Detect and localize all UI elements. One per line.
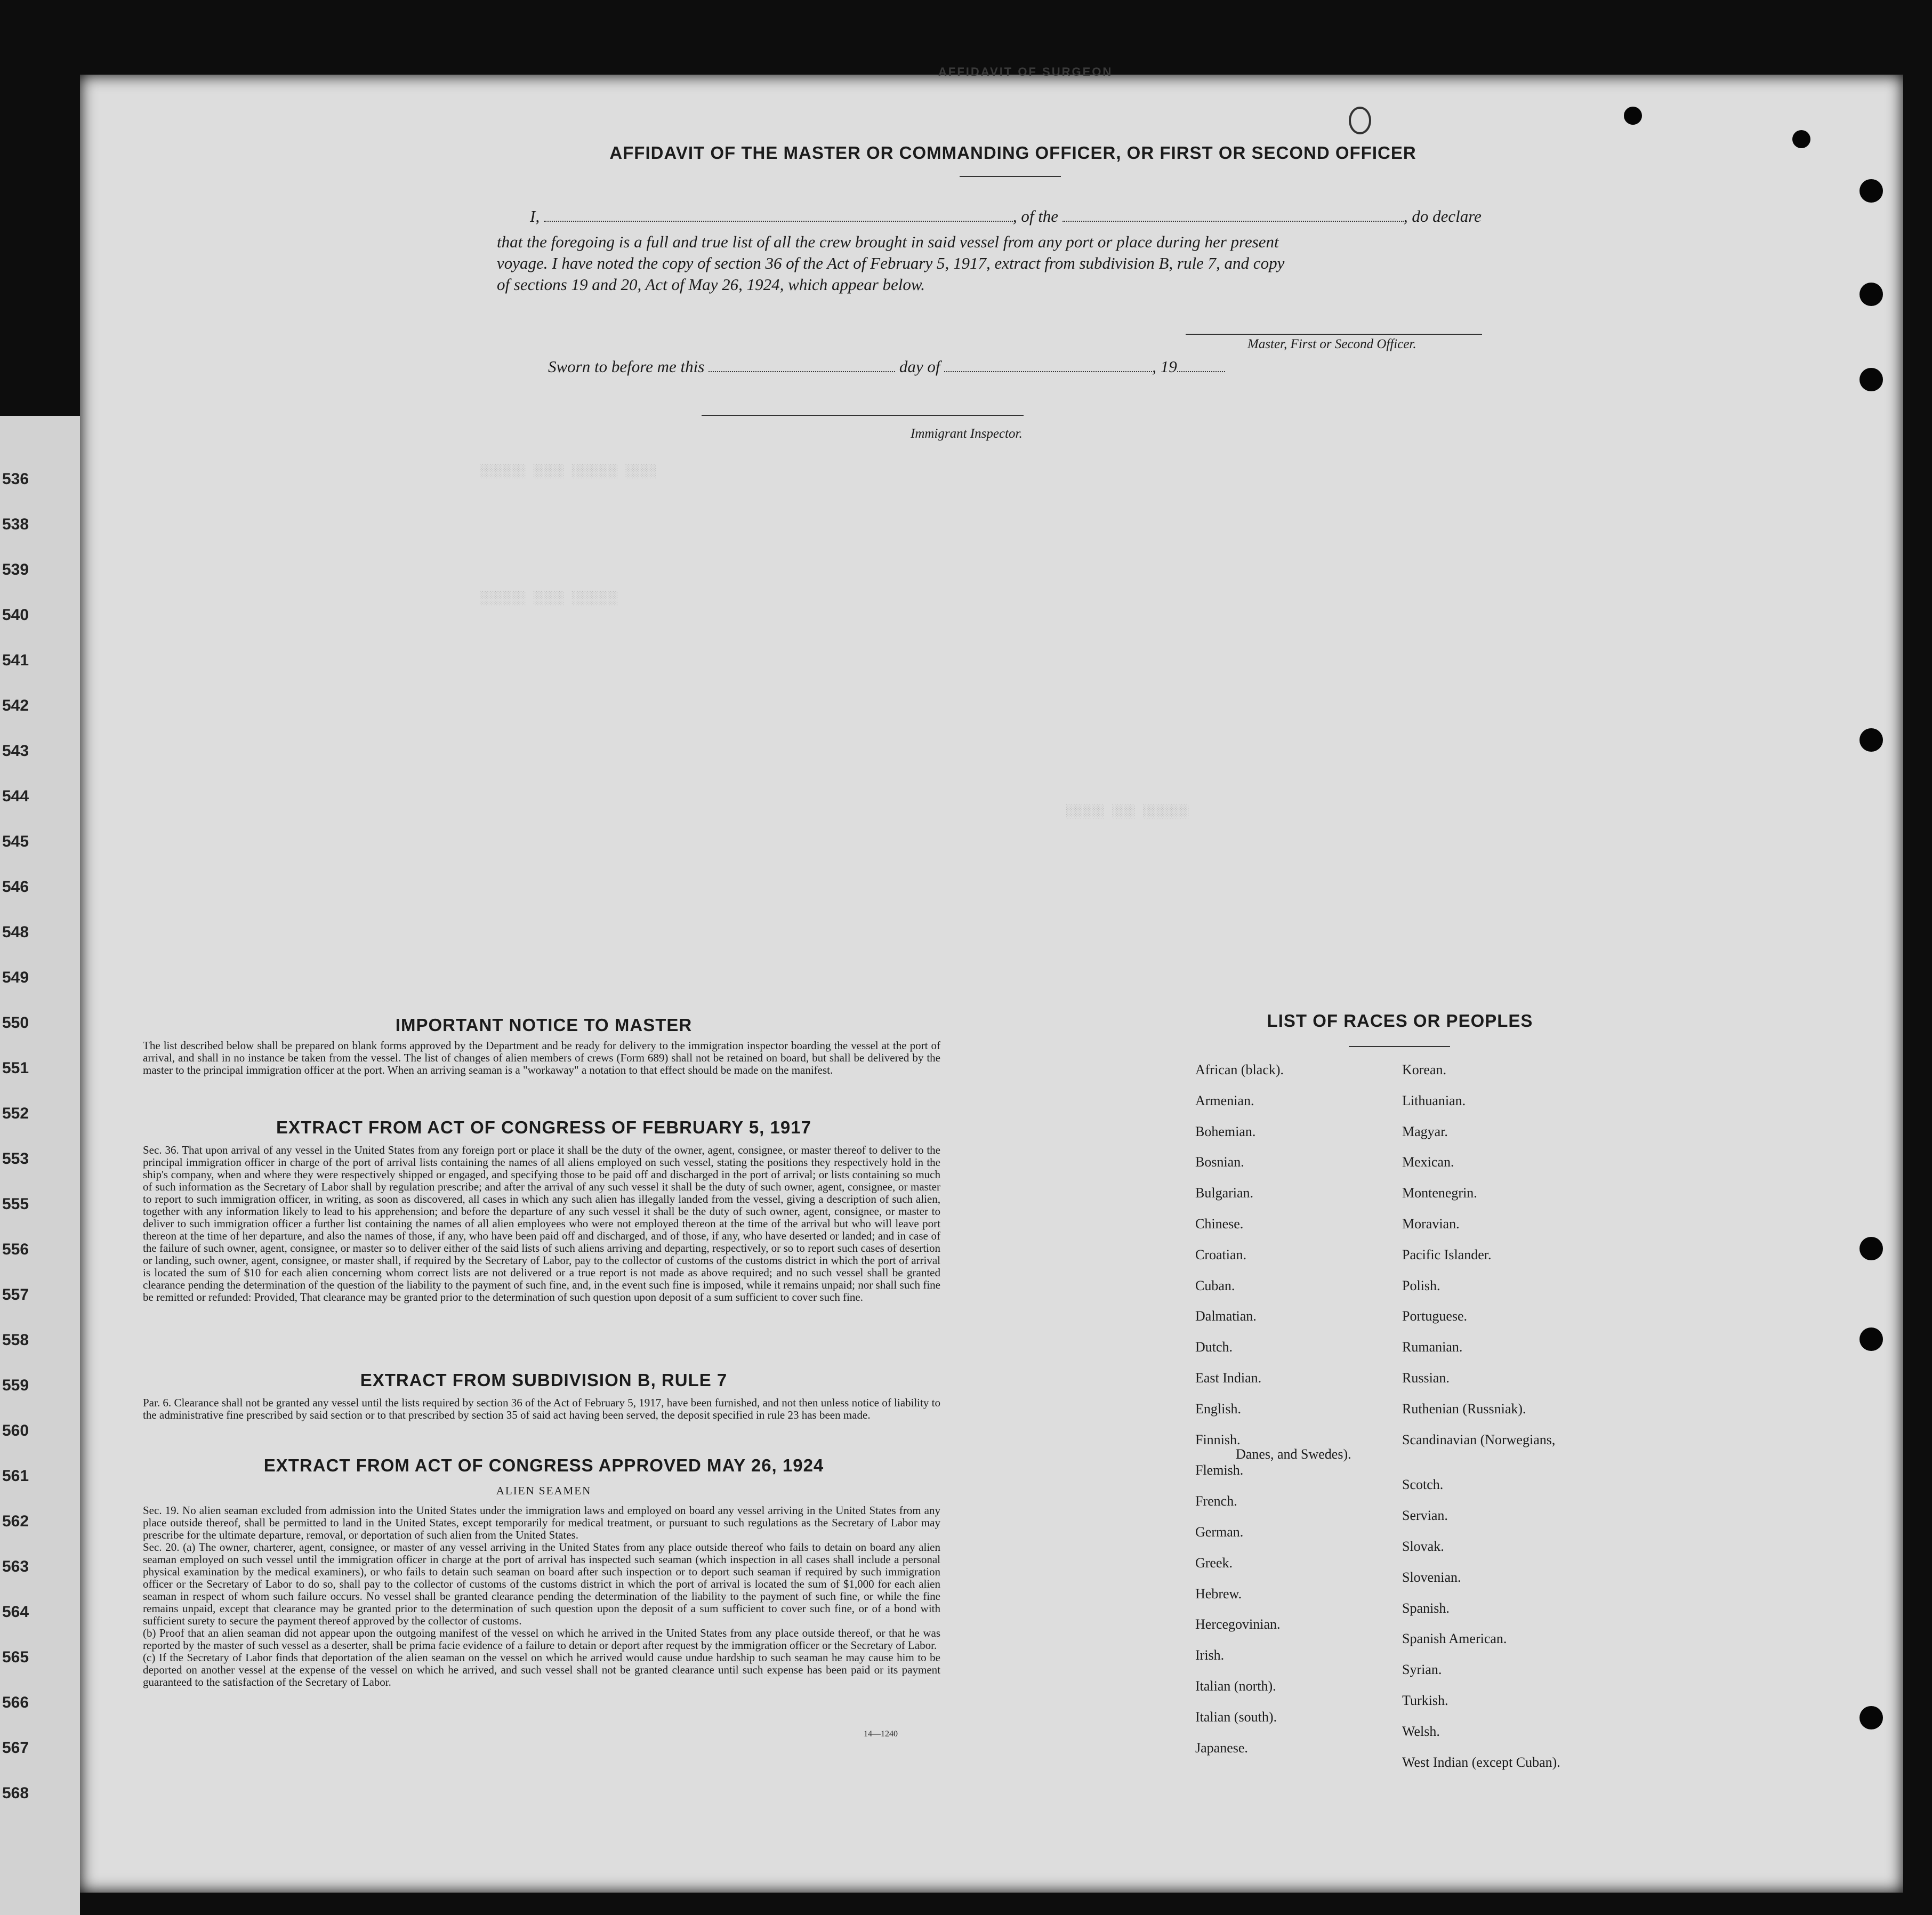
affidavit-body-line-1: that the foregoing is a full and true list of all the crew brought in said vessel from any port or place during her present [497, 232, 1279, 251]
race-item: Magyar. [1402, 1123, 1448, 1139]
race-item: Syrian. [1402, 1662, 1442, 1678]
race-item: English. [1195, 1401, 1241, 1417]
race-item: Rumanian. [1402, 1339, 1463, 1355]
race-item: Lithuanian. [1402, 1092, 1466, 1108]
race-item: Spanish American. [1402, 1631, 1507, 1647]
strip-line-number: 552 [2, 1105, 29, 1122]
act-1917-title: EXTRACT FROM ACT OF CONGRESS OF FEBRUARY 5, 1917 [276, 1117, 811, 1137]
strip-line-number: 559 [2, 1377, 29, 1394]
strip-line-number: 551 [2, 1059, 29, 1077]
sec-20b-text: (b) Proof that an alien seaman did not appear upon the outgoing manifest of the vessel on which he arrived in the United States from any place outside thereof, or that he was reported by the master of such vessel as a deserter, shall be prima facie evidence of a failure to detain or deport after request by the immigration officer or the Secretary of Labor. [143, 1627, 940, 1652]
strip-line-number: 564 [2, 1603, 29, 1621]
strip-line-number: 561 [2, 1467, 29, 1485]
sec-20a-text: Sec. 20. (a) The owner, charterer, agent, consignee, or master of any vessel arriving in the United States from any place outside thereof who fails to detain on board any alien seaman employed on such vessel until the immigration officer in charge at the port of arrival has inspected such seaman (which inspection in all cases shall include a personal physical examination by the medical examiners), or who fails to detain such seaman on board after such inspection or to deport such seaman if required by such immigration officer or the Secretary of Labor to do so, shall pay to the collector of customs of the customs district in which the port of arrival is located the sum of $1,000 for each alien seaman in respect of whom such failure occurs. No vessel shall be granted clearance pending the determination of the liability to the payment of such fine, or while the fine remains unpaid, except that clearance may be granted prior to the determination of such question upon the deposit of a sum sufficient to cover such fine, or of a bond with sufficient surety to secure the payment thereof approved by the collector of customs. [143, 1541, 940, 1627]
vessel-name-field[interactable] [1062, 210, 1404, 222]
race-item: Italian (north). [1195, 1678, 1276, 1694]
rule-7-text: Par. 6. Clearance shall not be granted any vessel until the lists required by section 36 of the Act of February 5, 1917, have been furnished, and not then unless notice of liability to the administrative fine prescribed by said section or to that prescribed by section 35 of said act having been served, the deposit specified in rule 23 has been made. [143, 1396, 940, 1421]
race-item: African (black). [1195, 1062, 1284, 1077]
strip-line-number: 540 [2, 606, 29, 624]
strip-line-number: 539 [2, 561, 29, 578]
strip-line-number: 556 [2, 1241, 29, 1258]
inspector-signature-label: Immigrant Inspector. [911, 427, 1023, 441]
strip-line-number: 568 [2, 1784, 29, 1802]
race-item: Dalmatian. [1195, 1308, 1257, 1324]
strip-line-number: 544 [2, 787, 29, 805]
race-item: Slovak. [1402, 1539, 1444, 1554]
strip-line-number: 562 [2, 1512, 29, 1530]
race-item: Croatian. [1195, 1246, 1247, 1262]
race-item: Servian. [1402, 1508, 1448, 1524]
strip-line-number: 541 [2, 651, 29, 669]
race-item: Bosnian. [1195, 1154, 1244, 1170]
race-item: German. [1195, 1524, 1244, 1540]
race-item: Russian. [1402, 1370, 1450, 1386]
sworn-line [548, 357, 1225, 376]
strip-line-number: 565 [2, 1648, 29, 1666]
binder-hole-7 [1859, 1706, 1883, 1729]
strip-line-number: 567 [2, 1739, 29, 1757]
race-item: Finnish. [1195, 1431, 1241, 1447]
sworn-label: Sworn to before me this [548, 357, 705, 376]
top-band-text: AFFIDAVIT OF SURGEON [938, 65, 1113, 78]
strip-line-number: 538 [2, 516, 29, 533]
sec-19-text: Sec. 19. No alien seaman excluded from admission into the United States under the immigration laws and employed on board any vessel arriving in the United States from any place outside thereof, shall be permitted to land in the United States, except temporarily for medical treatment, or pursuant to such regulations as the Secretary of Labor may prescribe for the ultimate departure, removal, or deportation of such alien from the United States. [143, 1504, 940, 1541]
race-item: Hercegovinian. [1195, 1616, 1281, 1632]
race-item: Polish. [1402, 1277, 1440, 1293]
race-item: Mexican. [1402, 1154, 1454, 1170]
bleed-through-row: ░░░░░░ ░░░░ ░░░░░░ ░░░░ [480, 465, 657, 479]
strip-line-number: 543 [2, 742, 29, 760]
affidavit-declaration-line [530, 207, 1482, 226]
strip-line-number: 548 [2, 923, 29, 941]
race-item: Hebrew. [1195, 1586, 1242, 1602]
bleed-through-row: ░░░░░ ░░░ ░░░░░░ [1066, 805, 1189, 819]
race-item: Danes, and Swedes). [1236, 1446, 1351, 1462]
master-signature-label: Master, First or Second Officer. [1247, 337, 1416, 351]
race-item: Cuban. [1195, 1277, 1235, 1293]
i-label: I, [530, 207, 540, 226]
race-item: Turkish. [1402, 1693, 1448, 1708]
race-item: Bohemian. [1195, 1123, 1256, 1139]
affidavit-title-rule [960, 176, 1061, 177]
race-item: Slovenian. [1402, 1569, 1461, 1585]
do-declare-label: , do declare [1403, 207, 1482, 226]
year-label: , 19 [1152, 357, 1177, 376]
binder-hole-4 [1859, 728, 1883, 752]
notice-text: The list described below shall be prepared on blank forms approved by the Department and be ready for delivery to the immigration inspector boarding the vessel at the port of arrival, and shall in no instance be taken from the vessel. The list of changes of alien members of crews (Form 689) shall not be retained on board, but shall be delivered by the master to the principal immigration officer at the port. When an arriving seaman is a "workaway" a notation to that effect should be made on the manifest. [143, 1039, 940, 1076]
sworn-year-field[interactable] [1177, 360, 1225, 372]
binder-hole-9 [1792, 130, 1810, 148]
strip-line-number: 542 [2, 697, 29, 714]
race-item: Korean. [1402, 1062, 1447, 1077]
strip-line-number: 566 [2, 1694, 29, 1711]
affidavit-body-line-2: voyage. I have noted the copy of section 36 of the Act of February 5, 1917, extract from subdivision B, rule 7, and copy [497, 254, 1285, 272]
strip-line-number: 553 [2, 1150, 29, 1168]
inspector-signature-line[interactable] [702, 415, 1024, 416]
act-1924-text [143, 1504, 940, 1688]
sworn-month-field[interactable] [944, 360, 1152, 372]
binder-hole-2 [1859, 283, 1883, 306]
act-1924-title: EXTRACT FROM ACT OF CONGRESS APPROVED MAY 26, 1924 [263, 1455, 824, 1475]
sworn-day-field[interactable] [709, 360, 895, 372]
race-item: Dutch. [1195, 1339, 1233, 1355]
bleed-through-row: ░░░░░░ ░░░░ ░░░░░░ [480, 592, 618, 606]
strip-line-number: 560 [2, 1422, 29, 1439]
race-item: Scandinavian (Norwegians, [1402, 1431, 1556, 1447]
race-item: Ruthenian (Russniak). [1402, 1401, 1526, 1417]
notice-title: IMPORTANT NOTICE TO MASTER [395, 1015, 693, 1035]
race-item: Portuguese. [1402, 1308, 1468, 1324]
race-item: Montenegrin. [1402, 1185, 1477, 1201]
races-title-rule [1349, 1046, 1450, 1047]
strip-line-number: 550 [2, 1014, 29, 1032]
race-item: Japanese. [1195, 1740, 1248, 1756]
form-number: 14—1240 [864, 1729, 898, 1739]
race-item: French. [1195, 1493, 1237, 1509]
binder-hole-6 [1859, 1327, 1883, 1351]
binder-hole-5 [1859, 1237, 1883, 1260]
race-item: Armenian. [1195, 1092, 1254, 1108]
strip-line-number: 545 [2, 833, 29, 850]
strip-line-number: 557 [2, 1286, 29, 1304]
act-1924-subtitle: ALIEN SEAMEN [496, 1484, 592, 1497]
race-item: Flemish. [1195, 1462, 1244, 1478]
strip-line-number: 555 [2, 1195, 29, 1213]
binder-hole-8 [1624, 107, 1642, 125]
race-item: Italian (south). [1195, 1709, 1277, 1725]
race-item: West Indian (except Cuban). [1402, 1754, 1560, 1770]
strip-line-number: 536 [2, 470, 29, 488]
race-item: Scotch. [1402, 1477, 1444, 1493]
of-the-label: , of the [1012, 207, 1059, 226]
strip-line-number: 563 [2, 1558, 29, 1575]
affidavit-body-line-3: of sections 19 and 20, Act of May 26, 1924, which appear below. [497, 275, 925, 294]
act-1917-text: Sec. 36. That upon arrival of any vessel in the United States from any foreign port or place it shall be the duty of the owner, agent, consignee, or master thereof to deliver to the principal immigration officer in charge of the port of arrival lists containing the names of all aliens employed on such vessel, stating the positions they respectively hold in the ship's company, when and where they were respectively shipped or engaged, and specifying those to be paid off and discharged in the port of arrival; or lists containing so much of such information as the Secretary of Labor shall by regulation prescribe; and after the arrival of any such vessel it shall be the duty of such owner, agent, consignee, or master to report to such immigration officer, in writing, as soon as discovered, all cases in which any such alien has illegally landed from the vessel, giving a description of such alien, together with any information likely to lead to his apprehension; and before the departure of any such vessel it shall be the duty of such owner, agent, consignee, or master to deliver to such immigration officer a further list containing the names of all alien employees who were not employed thereon at the time of the arrival but who will leave port thereon at the time of her departure, and also the names of those, if any, who have been paid off and discharged, and of those, if any, who have deserted or landed; and in case of the failure of such owner, agent, consignee, or master so to deliver either of the said lists of such aliens arriving and departing, respectively, or so to report such cases of desertion or landing, such owner, agent, consignee, or master shall, if required by the Secretary of Labor, pay to the collector of customs of the customs district in which the port of arrival is located the sum of $10 for each alien concerning whom correct lists are not delivered or a true report is not made as above required; and no such vessel shall be granted clearance pending the determination of the question of the liability to the payment of such fine, and, in the event such fine is imposed, while it remains unpaid; nor shall such fine be remitted or refunded: Provided, That clearance may be granted prior to the determination of such question upon deposit of a sum sufficient to cover such fine. [143, 1144, 940, 1304]
race-item: Bulgarian. [1195, 1185, 1254, 1201]
sec-20c-text: (c) If the Secretary of Labor finds that deportation of the alien seaman on the vessel on which he arrived would cause undue hardship to such seaman he may cause him to be deported on another vessel at the expense of the vessel on which he arrived, and such vessel shall not be granted clearance until such expense has been paid or its payment guaranteed to the satisfaction of the Secretary of Labor. [143, 1651, 940, 1688]
race-item: Moravian. [1402, 1216, 1460, 1232]
master-name-field[interactable] [544, 210, 1013, 222]
master-signature-line[interactable] [1186, 334, 1482, 335]
day-of-label: day of [899, 357, 940, 376]
race-item: Spanish. [1402, 1600, 1450, 1616]
binder-hole-1 [1859, 179, 1883, 203]
strip-line-number: 546 [2, 878, 29, 896]
race-item: East Indian. [1195, 1370, 1262, 1386]
race-item: Pacific Islander. [1402, 1246, 1492, 1262]
affidavit-title: AFFIDAVIT OF THE MASTER OR COMMANDING OFFICER, OR FIRST OR SECOND OFFICER [609, 143, 1416, 163]
strip-line-number: 558 [2, 1331, 29, 1349]
strip-line-number: 549 [2, 969, 29, 986]
race-item: Irish. [1195, 1647, 1225, 1663]
race-item: Chinese. [1195, 1216, 1244, 1232]
races-title: LIST OF RACES OR PEOPLES [1267, 1011, 1533, 1031]
race-item: Welsh. [1402, 1723, 1440, 1739]
binder-ring-outline [1349, 107, 1371, 134]
rule-7-title: EXTRACT FROM SUBDIVISION B, RULE 7 [360, 1370, 728, 1390]
race-item: Greek. [1195, 1555, 1233, 1571]
binder-hole-3 [1859, 368, 1883, 391]
